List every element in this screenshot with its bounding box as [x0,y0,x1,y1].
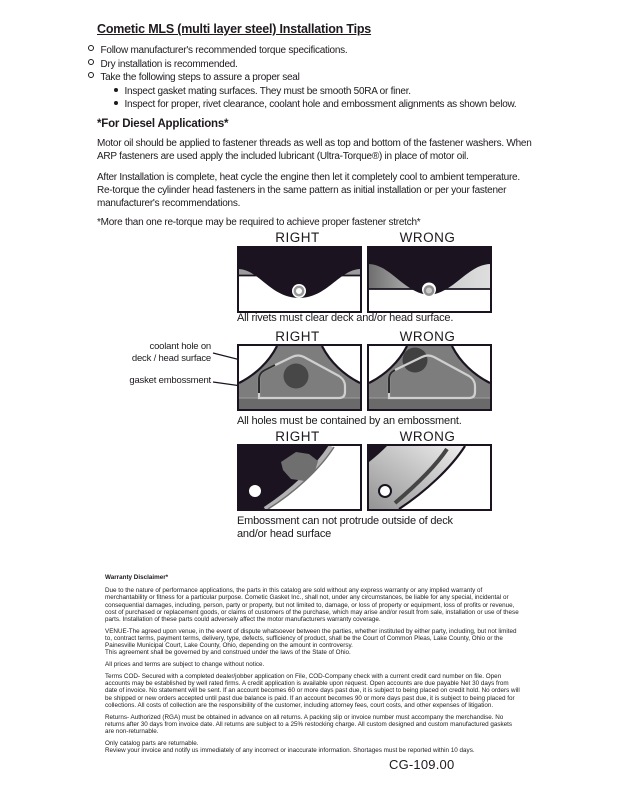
installation-tips-list [88,44,516,112]
tip-text: Inspect gasket mating surfaces. They must be smooth 50RA or finer. [124,85,411,97]
dot-bullet-icon [114,101,118,105]
diagram-caption-protrusion: Embossment can not protrude outside of deck and/or head surface [237,515,453,540]
list-item [88,44,516,58]
wrong-label: WRONG [399,329,456,344]
rivet-right-illustration [239,248,360,311]
dot-bullet-icon [114,88,118,92]
annotation-line: deck / head surface [131,352,211,364]
disclaimer-paragraph: Due to the nature of performance applications, the parts in this catalog are sold without any express warranty or any implied warranty of merchantability or fitness for a particular purpose. Cometic Gasket Inc., shall not, under any circumstances, be liable for any special, incidental or consequential damages, including, person, party or property, but not limited to, damage, or loss of property or equipment, loss of profits or revenue, cost of purchased or replacement goods, or claims of customers of the purchase, which may arise and/or result from sale, installation or use of these parts. Installation of these parts could adversely affect the motor manufacturers warranty coverage. [105,587,519,624]
rivet-wrong-illustration [369,248,490,311]
coolant-hole-annotation [95,341,211,364]
circle-bullet-icon [88,59,94,65]
disclaimer-paragraph: Terms COD- Secured with a completed dealer/jobber application on File, COD-Company check with a current credit card number on file. Open accounts may be established by well rated firms. A credit application is available upon request. Open accounts are due payable Net 30 days from date of invoice. No statement will be sent. If an account becomes 60 or more days past due, it is subject to being placed on credit hold. No orders will be shipped or new orders accepted until past due balance is paid. If an account becomes 90 or more days past due, it is subject to being placed for collections. All costs of collection are the responsibility of the customer, including attorney fees, court costs, and other expenses of litigation. [105,673,520,709]
embossment-protrusion-wrong-diagram [367,444,492,511]
disclaimer-heading: Warranty Disclaimer* [105,574,169,581]
diesel-paragraph-1: Motor oil should be applied to fastener threads as well as top and bottom of the fastener washers. When ARP fasteners are used apply the included lubricant (Ultra-Torque®) in place of motor oil. [97,138,532,163]
protrusion-right-illustration [239,446,360,509]
disclaimer-paragraph: Only catalog parts are returnable. [105,739,199,747]
embossment-protrusion-right-diagram [237,444,362,511]
page-title: Cometic MLS (multi layer steel) Installation Tips [97,22,372,36]
disclaimer-paragraph: Returns- Authorized (RGA) must be obtained in advance on all returns. A packing slip or invoice number must accompany the merchandise. No returns after 30 days from invoice date. All returns are subject to a 25% restocking charge. All custom designed and custom manufactured gaskets are non-returnable. [105,713,513,736]
list-item [88,98,516,112]
right-label: RIGHT [275,329,320,344]
circle-bullet-icon [88,45,94,51]
warranty-disclaimer [105,574,521,759]
annotation-line: coolant hole on [149,341,211,352]
wrong-label: WRONG [399,230,456,245]
disclaimer-paragraph: All prices and terms are subject to change without notice. [105,661,265,669]
rivet-clearance-right-diagram [237,246,362,313]
retorque-note: *More than one re-torque may be required to achieve proper fastener stretch* [97,217,421,228]
list-item [88,85,516,99]
diagram-caption-rivets: All rivets must clear deck and/or head surface. [237,312,454,324]
tip-text: Follow manufacturer's recommended torque specifications. [100,45,348,56]
circle-bullet-icon [88,72,94,78]
tip-text: Dry installation is recommended. [100,58,238,70]
gasket-embossment-annotation: gasket embossment [129,375,211,386]
disclaimer-paragraph: Review your invoice and notify us immediately of any incorrect or inaccurate information. Shortages must be reported within 10 days. [105,747,475,755]
embossment-containment-wrong-diagram [367,344,492,411]
wrong-label: WRONG [399,429,456,444]
diesel-section-heading: *For Diesel Applications* [97,118,229,130]
diagram-caption-holes: All holes must be contained by an embossment. [237,415,462,427]
list-item [88,58,516,72]
document-code: CG-109.00 [389,757,455,772]
tip-text: Inspect for proper, rivet clearance, coolant hole and embossment alignments as shown below. [124,99,517,111]
list-item [88,71,516,85]
protrusion-wrong-illustration [369,446,490,509]
disclaimer-paragraph: VENUE-The agreed upon venue, in the event of dispute whatsoever between the parties, whether instituted by either party, including, but not limited to, contract terms, payment terms, delivery, type, defects, sufficiency of product, shall be the Court of Common Pleas, Lake County, Ohio or the Painesville Municipal Court, Lake County, Ohio, depending on the amount in controversy. [105,627,517,650]
containment-wrong-illustration [369,346,490,409]
rivet-clearance-wrong-diagram [367,246,492,313]
embossment-containment-right-diagram [237,344,362,411]
right-label: RIGHT [275,230,320,245]
containment-right-illustration [239,346,360,409]
tip-text: Take the following steps to assure a proper seal [100,72,300,84]
diesel-paragraph-2: After Installation is complete, heat cycle the engine then let it completely cool to ambient temperature. Re-torque the cylinder head fasteners in the same pattern as initial installation or per your fastener manufacturer's recommendations. [97,172,520,210]
disclaimer-paragraph: This agreement shall be governed by and construed under the laws of the State of Ohio. [105,649,351,657]
right-label: RIGHT [275,429,320,444]
